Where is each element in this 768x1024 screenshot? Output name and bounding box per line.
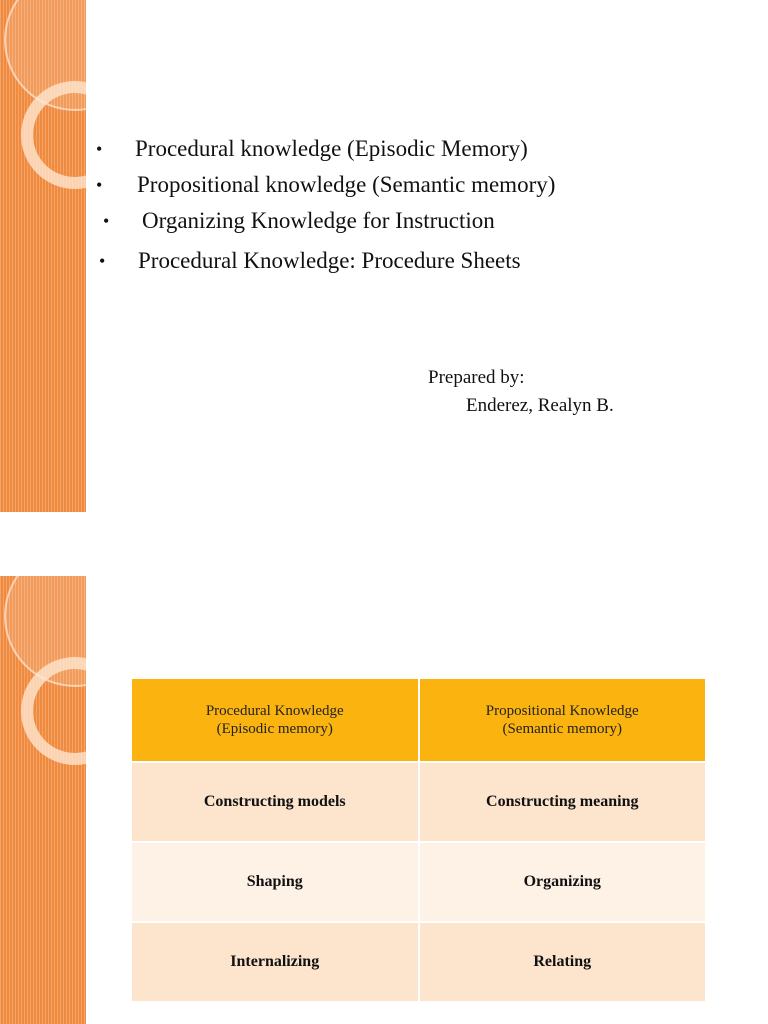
table-cell: Constructing meaning xyxy=(419,762,707,842)
header-procedural-knowledge: Procedural Knowledge (Episodic memory) xyxy=(131,678,419,762)
circle-decoration-icon xyxy=(0,0,86,200)
bullet-text: Procedural Knowledge: Procedure Sheets xyxy=(138,248,521,273)
table-row xyxy=(131,842,706,922)
slide-2 xyxy=(0,576,768,1024)
table-cell: Shaping xyxy=(131,842,419,922)
prepared-by-label: Prepared by: xyxy=(428,367,525,388)
table-row xyxy=(131,922,706,1002)
table-cell: Constructing models xyxy=(131,762,419,842)
knowledge-comparison-table xyxy=(130,677,707,1003)
table-cell: Relating xyxy=(419,922,707,1002)
slide-1: • Procedural knowledge (Episodic Memory) • Propositional knowledge (Semantic memory) • Organizing Knowledge for Instruction • Procedural Knowledge: Procedure Sheets Prepared by: Enderez, Realyn B. xyxy=(0,0,768,512)
header-propositional-knowledge: Propositional Knowledge (Semantic memory) xyxy=(419,678,707,762)
table-cell: Internalizing xyxy=(131,922,419,1002)
table-row xyxy=(131,762,706,842)
prepared-by-name: Enderez, Realyn B. xyxy=(466,395,614,416)
circle-decoration-icon xyxy=(0,576,86,776)
table-cell: Organizing xyxy=(419,842,707,922)
bullet-text: Procedural knowledge (Episodic Memory) xyxy=(135,136,528,161)
table-header-row xyxy=(131,678,706,762)
bullet-text: Organizing Knowledge for Instruction xyxy=(142,208,495,233)
bullet-text: Propositional knowledge (Semantic memory) xyxy=(137,172,556,197)
